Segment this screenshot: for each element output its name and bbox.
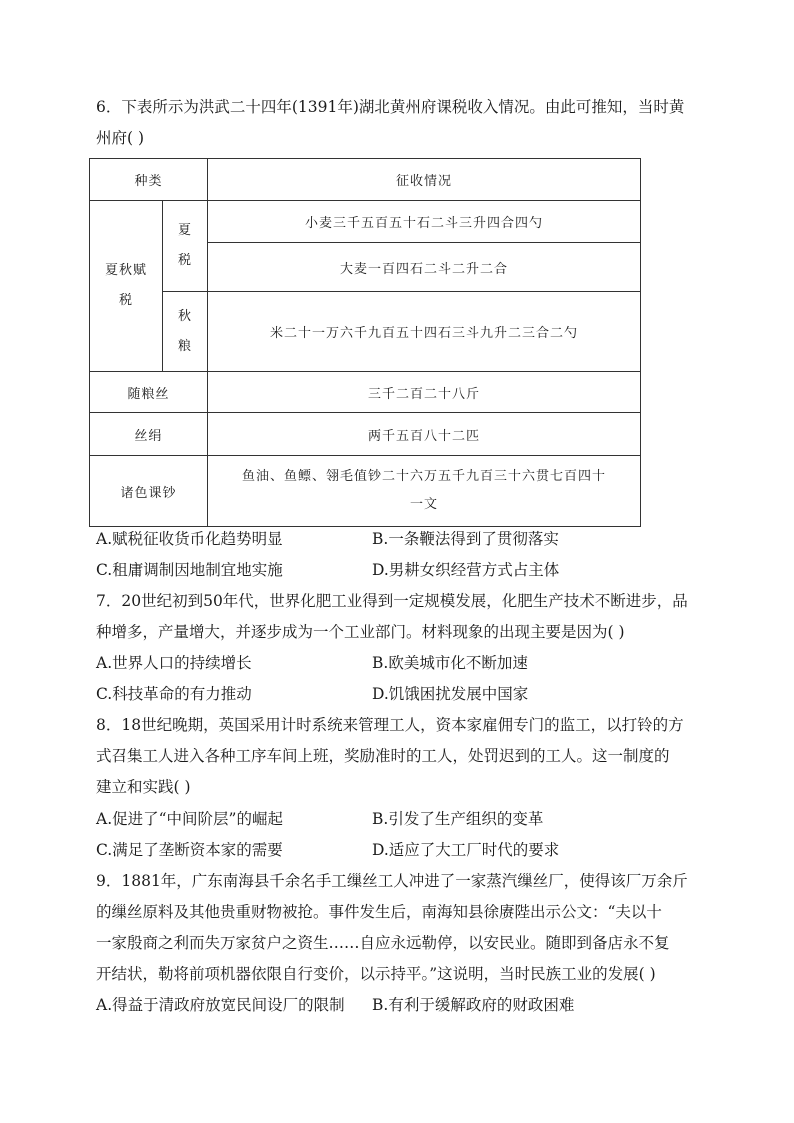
autumn-label-1: 秋 xyxy=(178,308,193,324)
q8-option-c[interactable]: C.满足了垄断资本家的需要 xyxy=(96,841,283,859)
q9-stem-line-3: 一家殷商之利而失万家贫户之资生……自应永远勒停，以安民业。随即到备店永不复 xyxy=(96,934,670,952)
summer-tax-label xyxy=(163,201,208,292)
q7-stem-line-1: 7．20世纪初到50年代，世界化肥工业得到一定规模发展，化肥生产技术不断进步，品 xyxy=(96,592,688,610)
q8-stem-line-1: 8．18世纪晚期，英国采用计时系统来管理工人，资本家雇佣专门的监工，以打铃的方 xyxy=(96,716,684,734)
q7-option-a[interactable]: A.世界人口的持续增长 xyxy=(96,654,252,672)
q6-option-a[interactable]: A.赋税征收货币化趋势明显 xyxy=(96,530,283,548)
q8-option-a[interactable]: A.促进了“中间阶层”的崛起 xyxy=(96,810,283,828)
q8-option-b[interactable]: B.引发了生产组织的变革 xyxy=(372,810,544,828)
autumn-label-2: 粮 xyxy=(178,338,193,354)
q6-option-d[interactable]: D.男耕女织经营方式占主体 xyxy=(372,561,560,579)
q7-option-c[interactable]: C.科技革命的有力推动 xyxy=(96,685,252,703)
misc-tax-value-line-2: 一文 xyxy=(410,497,439,512)
header-status: 征收情况 xyxy=(208,159,641,201)
q9-option-b[interactable]: B.有利于缓解政府的财政困难 xyxy=(372,996,575,1014)
summer-label-2: 税 xyxy=(178,253,193,268)
silk-label: 随粮丝 xyxy=(90,372,208,413)
q6-stem-line-2: 州府( ) xyxy=(96,129,145,147)
juan-value: 两千五百八十二匹 xyxy=(208,413,641,456)
summer-row-1: 小麦三千五百五十石二斗三升四合四勺 xyxy=(208,201,641,243)
q8-stem-line-2: 式召集工人进入各种工序车间上班，奖励准时的工人，处罚迟到的工人。这一制度的 xyxy=(96,747,670,765)
q9-stem-line-1: 9．1881年，广东南海县千余名手工缫丝工人冲进了一家蒸汽缫丝厂，使得该厂万余斤 xyxy=(96,872,688,890)
q6-option-c[interactable]: C.租庸调制因地制宜地实施 xyxy=(96,561,283,579)
q8-option-d[interactable]: D.适应了大工厂时代的要求 xyxy=(372,841,560,859)
autumn-row: 米二十一万六千九百五十四石三斗九升二三合二勺 xyxy=(208,292,641,372)
misc-tax-label: 诸色课钞 xyxy=(90,456,208,527)
q8-stem-line-3: 建立和实践( ) xyxy=(96,778,191,796)
silk-value: 三千二百二十八斤 xyxy=(208,372,641,413)
misc-tax-value xyxy=(208,456,641,527)
q9-stem-line-2: 的缫丝原料及其他贵重财物被抢。事件发生后，南海知县徐赓陛出示公文：“夫以十 xyxy=(96,903,662,921)
tax-table xyxy=(89,158,641,527)
header-kind: 种类 xyxy=(90,159,208,201)
autumn-grain-label xyxy=(163,292,208,372)
group-label xyxy=(90,201,163,372)
q6-stem-line-1: 6．下表所示为洪武二十四年(1391年)湖北黄州府课税收入情况。由此可推知，当时黄 xyxy=(96,98,685,116)
juan-label: 丝绢 xyxy=(90,413,208,456)
q6-option-b[interactable]: B.一条鞭法得到了贯彻落实 xyxy=(372,530,559,548)
group-label-line-2: 税 xyxy=(118,293,133,308)
q9-option-a[interactable]: A.得益于清政府放宽民间设厂的限制 xyxy=(96,996,345,1014)
summer-label-1: 夏 xyxy=(178,223,193,238)
summer-row-2: 大麦一百四石二斗二升二合 xyxy=(208,243,641,292)
q7-option-b[interactable]: B.欧美城市化不断加速 xyxy=(372,654,528,672)
q7-option-d[interactable]: D.饥饿困扰发展中国家 xyxy=(372,685,529,703)
q9-stem-line-4: 开结状，勒将前项机器依限自行变价，以示持平。”这说明，当时民族工业的发展( ) xyxy=(96,965,656,983)
misc-tax-value-line-1: 鱼油、鱼鳔、翎毛值钞二十六万五千九百三十六贯七百四十 xyxy=(242,469,607,484)
group-label-line-1: 夏秋赋 xyxy=(104,263,147,278)
q7-stem-line-2: 种增多，产量增大，并逐步成为一个工业部门。材料现象的出现主要是因为( ) xyxy=(96,623,625,641)
